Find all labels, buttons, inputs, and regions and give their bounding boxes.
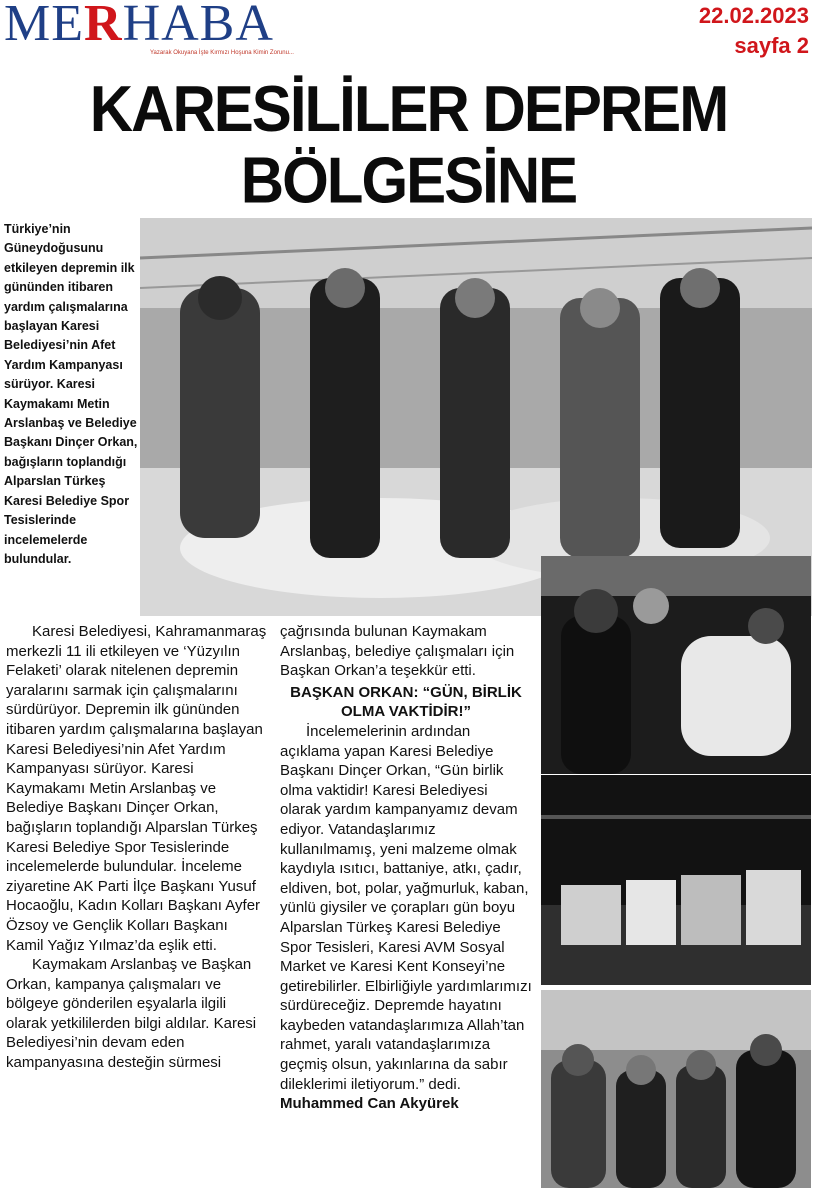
logo-tagline: Yazarak Okuyana İşte Kırmızı Hoşuna Kimin Zorunu... xyxy=(150,50,294,56)
masthead xyxy=(0,0,817,72)
article-paragraph-2: Kaymakam Arslanbaş ve Başkan Orkan, kampanya çalışmaları ve bölgeye gönderilen eşyalarla ilgili olarak yetkililerden bilgi aldılar. Karesi Belediyesi’nin devam eden kampanyasına desteğin sürmesi xyxy=(6,956,257,1072)
logo-part-1: ME xyxy=(4,0,84,52)
article-column-1 xyxy=(6,622,268,1073)
headline-line-1: KARESİLİLER DEPREM BÖLGESİNE xyxy=(89,72,728,217)
author-byline: Muhammed Can Akyürek xyxy=(280,1095,459,1113)
article-paragraph-4: İncelemelerinin ardından açıklama yapan Karesi Belediye Başkanı Dinçer Orkan, “Gün birlik olma vaktidir! Karesi Belediyesi olarak yardım kampanyamız devam ediyor. Vatandaşlarımız kullanılmamış, yeni malzeme olmak kaydıyla ısıtıcı, battaniye, atkı, çadır, eldiven, bot, polar, yağmurluk, kaban, yünlü giysiler ve çorapları gün boyu Alparslan Türkeş Karesi Belediye Spor Tesisleri, Karesi AVM Sosyal Market ve Karesi Kent Konseyi’ne getirebilirler. Elbirliğiyle yardımlarımızı sürdüreceğiz. Depremde hayatını kaybeden vatandaşlarımıza Allah’tan rahmet, yaralı vatandaşlarımıza geçmiş olsun, yakınlarına da sabır dileklerimi iletiyorum.” dedi. xyxy=(280,722,532,1093)
newspaper-logo xyxy=(4,0,274,52)
article-subhead: BAŞKAN ORKAN: “GÜN, BİRLİK OLMA VAKTİDİR!” xyxy=(290,683,522,721)
side-photo-2 xyxy=(541,775,811,985)
article-paragraph-1: Karesi Belediyesi, Kahramanmaraş merkezli 11 ili etkileyen ve ‘Yüzyılın Felaketi’ olarak nitelenen depremin yaralarını sarmak için çalışmalarını sürdürüyor. Depremin ilk gününden itibaren yardım çalışmalarına başlayan Karesi Belediyesi’nin Afet Yardım Kampanyası sürüyor. Karesi Kaymakamı Metin Arslanbaş ve Belediye Başkanı Dinçer Orkan, bağışların toplandığı Alparslan Türkeş Karesi Belediye Spor Tesislerinde incelemelerde bulundular. İnceleme ziyaretine AK Parti İlçe Başkanı Yusuf Hocaoğlu, Kadın Kolları Başkanı Ayfer Özsoy ve Gençlik Kolları Başkanı Kamil Yağız Yılmaz’da eşlik etti. xyxy=(6,623,267,954)
issue-date: 22.02.2023 xyxy=(698,3,809,28)
side-photo-1 xyxy=(541,556,811,774)
logo-red-letter: R xyxy=(84,0,123,52)
article-paragraph-3: çağrısında bulunan Kaymakam Arslanbaş, belediye çalışmaları için Başkan Orkan’a teşekkür etti. xyxy=(280,623,515,680)
lead-paragraph: Türkiye’nin Güneydoğusunu etkileyen depremin ilk gününden itibaren yardım çalışmalarına başlayan Karesi Belediyesi’nin Afet Yardım Kampanyası sürüyor. Karesi Kaymakamı Metin Arslanbaş ve Belediye Başkanı Dinçer Orkan, bağışların toplandığı Alparslan Türkeş Karesi Belediye Spor Tesislerinde incelemelerde bulundular. xyxy=(4,222,138,566)
logo-part-2: HABA xyxy=(122,0,274,52)
article-column-2 xyxy=(280,622,532,1114)
page-number: sayfa 2 xyxy=(734,33,809,58)
side-photo-3 xyxy=(541,990,811,1188)
